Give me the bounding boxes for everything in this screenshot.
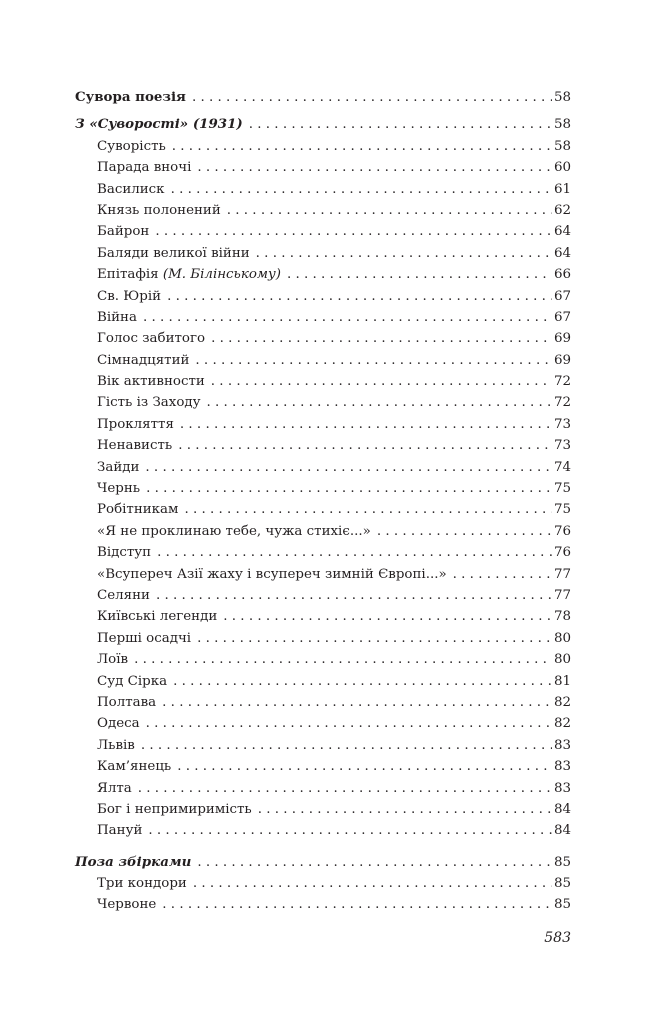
toc-page-number: 60 [553, 160, 571, 176]
toc-page-number: 76 [553, 523, 571, 539]
toc-leader-dots [157, 542, 552, 563]
toc-entry [75, 243, 571, 264]
toc-page-number: 85 [553, 854, 571, 870]
toc-leader-dots [134, 649, 552, 670]
toc-entry-title-text: Байрон [97, 224, 150, 240]
toc-page-number: 62 [553, 202, 571, 218]
toc-page-number: 72 [553, 395, 571, 411]
toc-leader-dots [171, 179, 552, 200]
toc-page-number: 76 [553, 545, 571, 561]
toc-entry-title [97, 649, 134, 670]
toc-page-number: 73 [553, 438, 571, 454]
toc-entry-title-text: «Всупереч Азії жаху і всупереч зимній Європі...» [97, 566, 447, 582]
toc-page-number: 84 [553, 823, 571, 839]
toc-entry-title-text: Парада вночі [97, 160, 192, 176]
toc-leader-dots [227, 200, 552, 221]
toc-entry-title-text: Ялта [97, 780, 132, 796]
toc-section-heading [75, 852, 571, 873]
toc-leader-dots [172, 136, 552, 157]
toc-page-number: 78 [553, 609, 571, 625]
toc-leader-dots [162, 894, 552, 915]
toc-entry-title [97, 894, 162, 915]
toc-leader-dots [162, 692, 552, 713]
toc-entry-title [97, 371, 211, 392]
toc-page-number: 85 [553, 897, 571, 913]
toc-entry-title-text: Селяни [97, 587, 150, 603]
toc-entry-title-text: Св. Юрій [97, 288, 162, 304]
toc-entry-title [97, 307, 143, 328]
toc-entry-title [75, 87, 192, 108]
toc-page-number: 80 [553, 630, 571, 646]
toc-page-number: 83 [553, 759, 571, 775]
toc-page-number: 80 [553, 652, 571, 668]
toc-entry-title-text: Перші осадчі [97, 630, 192, 646]
toc-entry-title [97, 243, 256, 264]
toc-entry-title-text: Пануй [97, 823, 143, 839]
toc-entry-title-text: Війна [97, 309, 137, 325]
toc-page-number: 58 [553, 117, 571, 133]
toc-entry-title-text: «Я не проклинаю тебе, чужа стихіє...» [97, 523, 371, 539]
toc-entry-title [97, 799, 258, 820]
toc-entry [75, 392, 571, 413]
toc-page-number: 61 [553, 181, 571, 197]
toc-entry-title-text: Червоне [97, 897, 157, 913]
toc-entry [75, 371, 571, 392]
toc-leader-dots [156, 585, 552, 606]
toc-entry [75, 628, 571, 649]
toc-entry-title-text: Бог і непримиримість [97, 801, 252, 817]
toc-entry-title [97, 585, 156, 606]
toc-entry-title [97, 564, 453, 585]
toc-leader-dots [453, 564, 552, 585]
toc-leader-dots [145, 457, 552, 478]
toc-page-number: 64 [553, 245, 571, 261]
toc-entry [75, 542, 571, 563]
toc-entry [75, 873, 571, 894]
toc-page-number: 82 [553, 716, 571, 732]
toc-page-number: 69 [553, 352, 571, 368]
toc-entry [75, 478, 571, 499]
toc-leader-dots [146, 478, 552, 499]
toc-entry-note: (М. Білінському) [162, 267, 281, 283]
toc-entry-title [75, 114, 249, 135]
page-number: 583 [544, 930, 571, 946]
toc-entry [75, 894, 571, 915]
toc-entry-title-text: Відступ [97, 545, 152, 561]
toc-entry [75, 350, 571, 371]
toc-entry [75, 457, 571, 478]
toc-entry [75, 820, 571, 841]
toc-entry-title [97, 478, 146, 499]
toc-page-number: 84 [553, 801, 571, 817]
table-of-contents [75, 87, 571, 916]
toc-entry-title-text: Князь полонений [97, 202, 221, 218]
toc-entry-title-text: Голос забитого [97, 331, 206, 347]
toc-leader-dots [138, 778, 552, 799]
toc-entry-title [75, 852, 197, 873]
toc-leader-dots [249, 114, 552, 135]
toc-entry-title-text: Лоїв [97, 652, 129, 668]
toc-entry-title [97, 778, 138, 799]
toc-entry-title-text: Київські легенди [97, 609, 218, 625]
toc-page-number: 75 [553, 502, 571, 518]
toc-entry-title [97, 873, 193, 894]
toc-page-number: 81 [553, 673, 571, 689]
toc-entry-title-text: Суд Сірка [97, 673, 168, 689]
toc-entry-title-text: Сімнадцятий [97, 352, 190, 368]
toc-leader-dots [197, 157, 552, 178]
toc-page-number: 73 [553, 416, 571, 432]
toc-entry-title-text: Баляди великої війни [97, 245, 250, 261]
toc-entry-title [97, 521, 377, 542]
toc-leader-dots [287, 264, 552, 285]
toc-entry-title [97, 286, 167, 307]
toc-entry [75, 286, 571, 307]
toc-entry-title [97, 264, 287, 285]
toc-entry-title [97, 499, 184, 520]
toc-entry [75, 756, 571, 777]
toc-leader-dots [193, 873, 552, 894]
toc-leader-dots [178, 435, 552, 456]
toc-leader-dots [173, 671, 552, 692]
toc-entry [75, 671, 571, 692]
toc-entry [75, 564, 571, 585]
toc-entry-title [97, 157, 197, 178]
toc-entry [75, 264, 571, 285]
toc-entry-title [97, 435, 178, 456]
toc-page-number: 83 [553, 780, 571, 796]
toc-entry-title-text: Сувора поезія [75, 89, 186, 105]
toc-entry [75, 435, 571, 456]
toc-page-number: 58 [553, 90, 571, 105]
toc-entry-title-text: Епітафія [97, 267, 163, 283]
toc-leader-dots [155, 221, 552, 242]
toc-entry [75, 179, 571, 200]
toc-entry-title-text: Полтава [97, 694, 157, 710]
toc-entry [75, 799, 571, 820]
toc-entry-title [97, 414, 180, 435]
toc-entry-title [97, 221, 155, 242]
toc-page-number: 74 [553, 459, 571, 475]
toc-leader-dots [197, 852, 552, 873]
toc-entry [75, 521, 571, 542]
toc-leader-dots [211, 328, 552, 349]
toc-page-number: 77 [553, 587, 571, 603]
toc-entry-title [97, 671, 173, 692]
toc-entry-title [97, 179, 171, 200]
toc-entry [75, 778, 571, 799]
toc-entry-title [97, 136, 172, 157]
toc-entry-title-text: Зайди [97, 459, 140, 475]
toc-entry [75, 307, 571, 328]
toc-entry [75, 200, 571, 221]
toc-entry [75, 328, 571, 349]
toc-leader-dots [223, 606, 552, 627]
toc-entry-title-text: З «Суворості» (1931) [75, 116, 243, 133]
toc-entry [75, 735, 571, 756]
toc-leader-dots [192, 87, 552, 108]
toc-leader-dots [197, 628, 552, 649]
toc-entry-title [97, 200, 227, 221]
toc-page-number: 66 [553, 267, 571, 283]
toc-entry-title-text: Кам’янець [97, 759, 172, 775]
toc-leader-dots [256, 243, 552, 264]
toc-leader-dots [211, 371, 552, 392]
toc-entry-title [97, 606, 223, 627]
toc-entry-title-text: Гість із Заходу [97, 395, 201, 411]
toc-page-number: 72 [553, 374, 571, 390]
toc-entry-title [97, 328, 211, 349]
toc-entry-title-text: Чернь [97, 481, 141, 497]
toc-entry-title-text: Василиск [97, 181, 165, 197]
toc-entry-title-text: Прокляття [97, 416, 174, 432]
toc-leader-dots [177, 756, 552, 777]
toc-section-heading [75, 87, 571, 108]
toc-entry-title [97, 692, 162, 713]
toc-page-number: 67 [553, 288, 571, 304]
toc-page-number: 83 [553, 737, 571, 753]
toc-page-number: 64 [553, 224, 571, 240]
toc-leader-dots [148, 820, 552, 841]
toc-page-number: 85 [553, 876, 571, 892]
toc-entry [75, 499, 571, 520]
toc-entry [75, 136, 571, 157]
toc-leader-dots [167, 286, 552, 307]
toc-entry-title [97, 392, 207, 413]
toc-entry [75, 606, 571, 627]
toc-entry-title-text: Робітникам [97, 502, 179, 518]
toc-entry-title [97, 735, 141, 756]
toc-entry [75, 414, 571, 435]
toc-entry-title-text: Три кондори [97, 876, 187, 892]
toc-entry [75, 649, 571, 670]
toc-entry-title [97, 820, 148, 841]
toc-leader-dots [207, 392, 552, 413]
toc-entry [75, 585, 571, 606]
toc-leader-dots [180, 414, 552, 435]
toc-entry [75, 221, 571, 242]
toc-page-number: 58 [553, 138, 571, 154]
toc-leader-dots [377, 521, 552, 542]
toc-entry [75, 713, 571, 734]
toc-entry-title [97, 542, 157, 563]
toc-entry-title-text: Ненависть [97, 438, 173, 454]
toc-page-number: 75 [553, 481, 571, 497]
toc-entry-title [97, 457, 145, 478]
toc-page-number: 69 [553, 331, 571, 347]
toc-entry-title-text: Одеса [97, 716, 140, 732]
toc-leader-dots [258, 799, 552, 820]
toc-entry-title-text: Суворість [97, 138, 166, 154]
toc-entry [75, 692, 571, 713]
toc-leader-dots [141, 735, 552, 756]
toc-entry [75, 157, 571, 178]
toc-entry-title [97, 756, 177, 777]
toc-page-number: 67 [553, 309, 571, 325]
toc-entry-title-text: Вік активности [97, 374, 205, 390]
toc-leader-dots [184, 499, 552, 520]
toc-entry-title-text: Поза збірками [75, 853, 192, 870]
toc-page-number: 82 [553, 694, 571, 710]
toc-entry-title [97, 350, 195, 371]
toc-leader-dots [146, 713, 552, 734]
toc-leader-dots [143, 307, 552, 328]
toc-section-heading [75, 114, 571, 135]
toc-leader-dots [195, 350, 552, 371]
toc-entry-title-text: Львів [97, 737, 135, 753]
toc-entry-title [97, 713, 146, 734]
toc-entry-title [97, 628, 197, 649]
toc-page-number: 77 [553, 566, 571, 582]
